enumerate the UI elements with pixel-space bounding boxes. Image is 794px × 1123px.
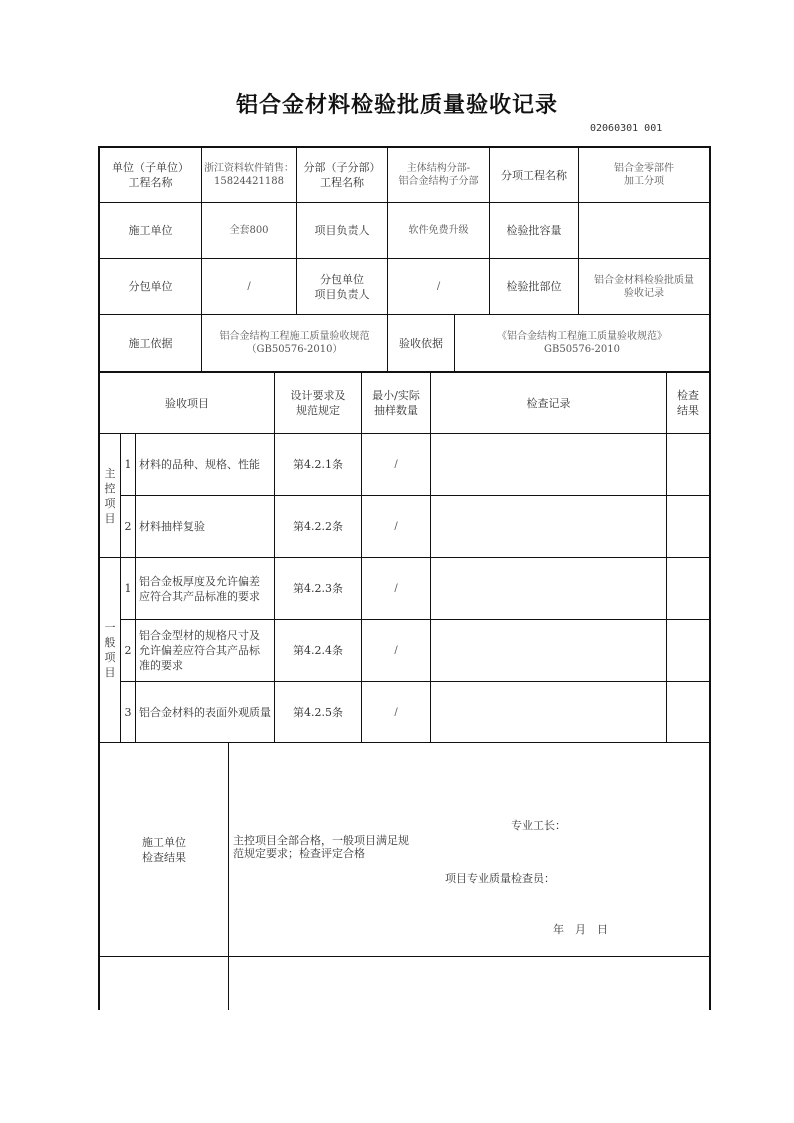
general-item-3-name: 铝合金材料的表面外观质量 [139, 705, 271, 719]
general-item-2-clause: 第4.2.4条 [293, 644, 343, 657]
foreman-label: 专业工长： [511, 819, 566, 832]
page-title: 铝合金材料检验批质量验收记录 [235, 93, 558, 118]
unit-name-value: 浙江资料软件销售： 15824421188 [204, 163, 294, 187]
main-item-1-clause: 第4.2.1条 [293, 458, 343, 471]
contractor-value: 全套800 [229, 225, 269, 236]
batch-part-label: 检验批部位 [506, 280, 562, 293]
inspection-result-label: 施工单位 检查结果 [142, 835, 186, 864]
general-item-2-sample: / [394, 645, 398, 656]
main-item-1-no: 1 [124, 458, 132, 471]
col-inspection-record: 检查记录 [526, 396, 571, 410]
main-control-label: 主 控 项 目 [104, 466, 116, 525]
general-item-2-no: 2 [124, 644, 132, 657]
main-item-1-sample: / [394, 459, 398, 470]
project-manager-value: 软件免费升级 [408, 225, 469, 236]
main-item-2-no: 2 [124, 520, 132, 533]
project-manager-label: 项目负责人 [314, 224, 370, 237]
acceptance-basis-value: 《铝合金结构工程施工质量验收规范》 GB50576-2010 [497, 331, 667, 355]
sub-item-name-label: 分项工程名称 [501, 168, 567, 182]
general-item-1-sample: / [394, 583, 398, 594]
construction-basis-value: 铝合金结构工程施工质量验收规范 （GB50576-2010） [219, 331, 370, 355]
col-acceptance-item: 验收项目 [165, 396, 209, 410]
general-item-3-clause: 第4.2.5条 [293, 705, 343, 719]
col-sample-quantity: 最小/实际 抽样数量 [372, 389, 420, 417]
batch-part-value: 铝合金材料检验批质量 验收记录 [594, 274, 694, 299]
sub-manager-value: / [436, 281, 441, 292]
general-items-label: 一 般 项 目 [104, 621, 116, 679]
division-name-label: 分部（子分部） 工程名称 [303, 161, 381, 189]
general-item-3-sample: / [394, 706, 398, 718]
general-item-1-no: 1 [124, 582, 132, 595]
main-item-2-clause: 第4.2.2条 [293, 520, 343, 533]
main-item-1-name: 材料的品种、规格、性能 [139, 458, 260, 471]
general-item-2-name: 铝合金型材的规格尺寸及 允许偏差应符合其产品标 准的要求 [139, 629, 260, 672]
construction-basis-label: 施工依据 [128, 336, 173, 350]
contractor-label: 施工单位 [128, 224, 173, 237]
acceptance-basis-label: 验收依据 [399, 336, 443, 350]
sub-item-name-value: 铝合金零部件 加工分项 [614, 163, 674, 187]
inspection-conclusion: 主控项目全部合格，一般项目满足规 范规定要求；检查评定合格 [233, 834, 409, 860]
main-item-2-sample: / [394, 521, 398, 532]
batch-capacity-value [579, 203, 709, 258]
general-item-3-no: 3 [124, 705, 132, 719]
form-code: 02060301 001 [590, 123, 663, 134]
sub-manager-label: 分包单位 项目负责人 [314, 272, 370, 301]
batch-capacity-label: 检验批容量 [506, 224, 562, 237]
general-item-1-name: 铝合金板厚度及允许偏差 应符合其产品标准的要求 [139, 574, 260, 603]
quality-inspector-label: 项目专业质量检查员： [445, 872, 555, 885]
division-name-value: 主体结构分部- 铝合金结构子分部 [398, 163, 479, 187]
col-design-requirement: 设计要求及 规范规定 [290, 389, 346, 417]
unit-name-label: 单位（子单位） 工程名称 [112, 161, 189, 189]
subcontractor-label: 分包单位 [128, 280, 173, 293]
date-label: 年 月 日 [553, 923, 608, 936]
main-item-2-name: 材料抽样复验 [139, 520, 205, 533]
col-inspection-result: 检查 结果 [677, 389, 699, 417]
subcontractor-value: / [247, 281, 251, 292]
general-item-1-clause: 第4.2.3条 [293, 582, 343, 595]
